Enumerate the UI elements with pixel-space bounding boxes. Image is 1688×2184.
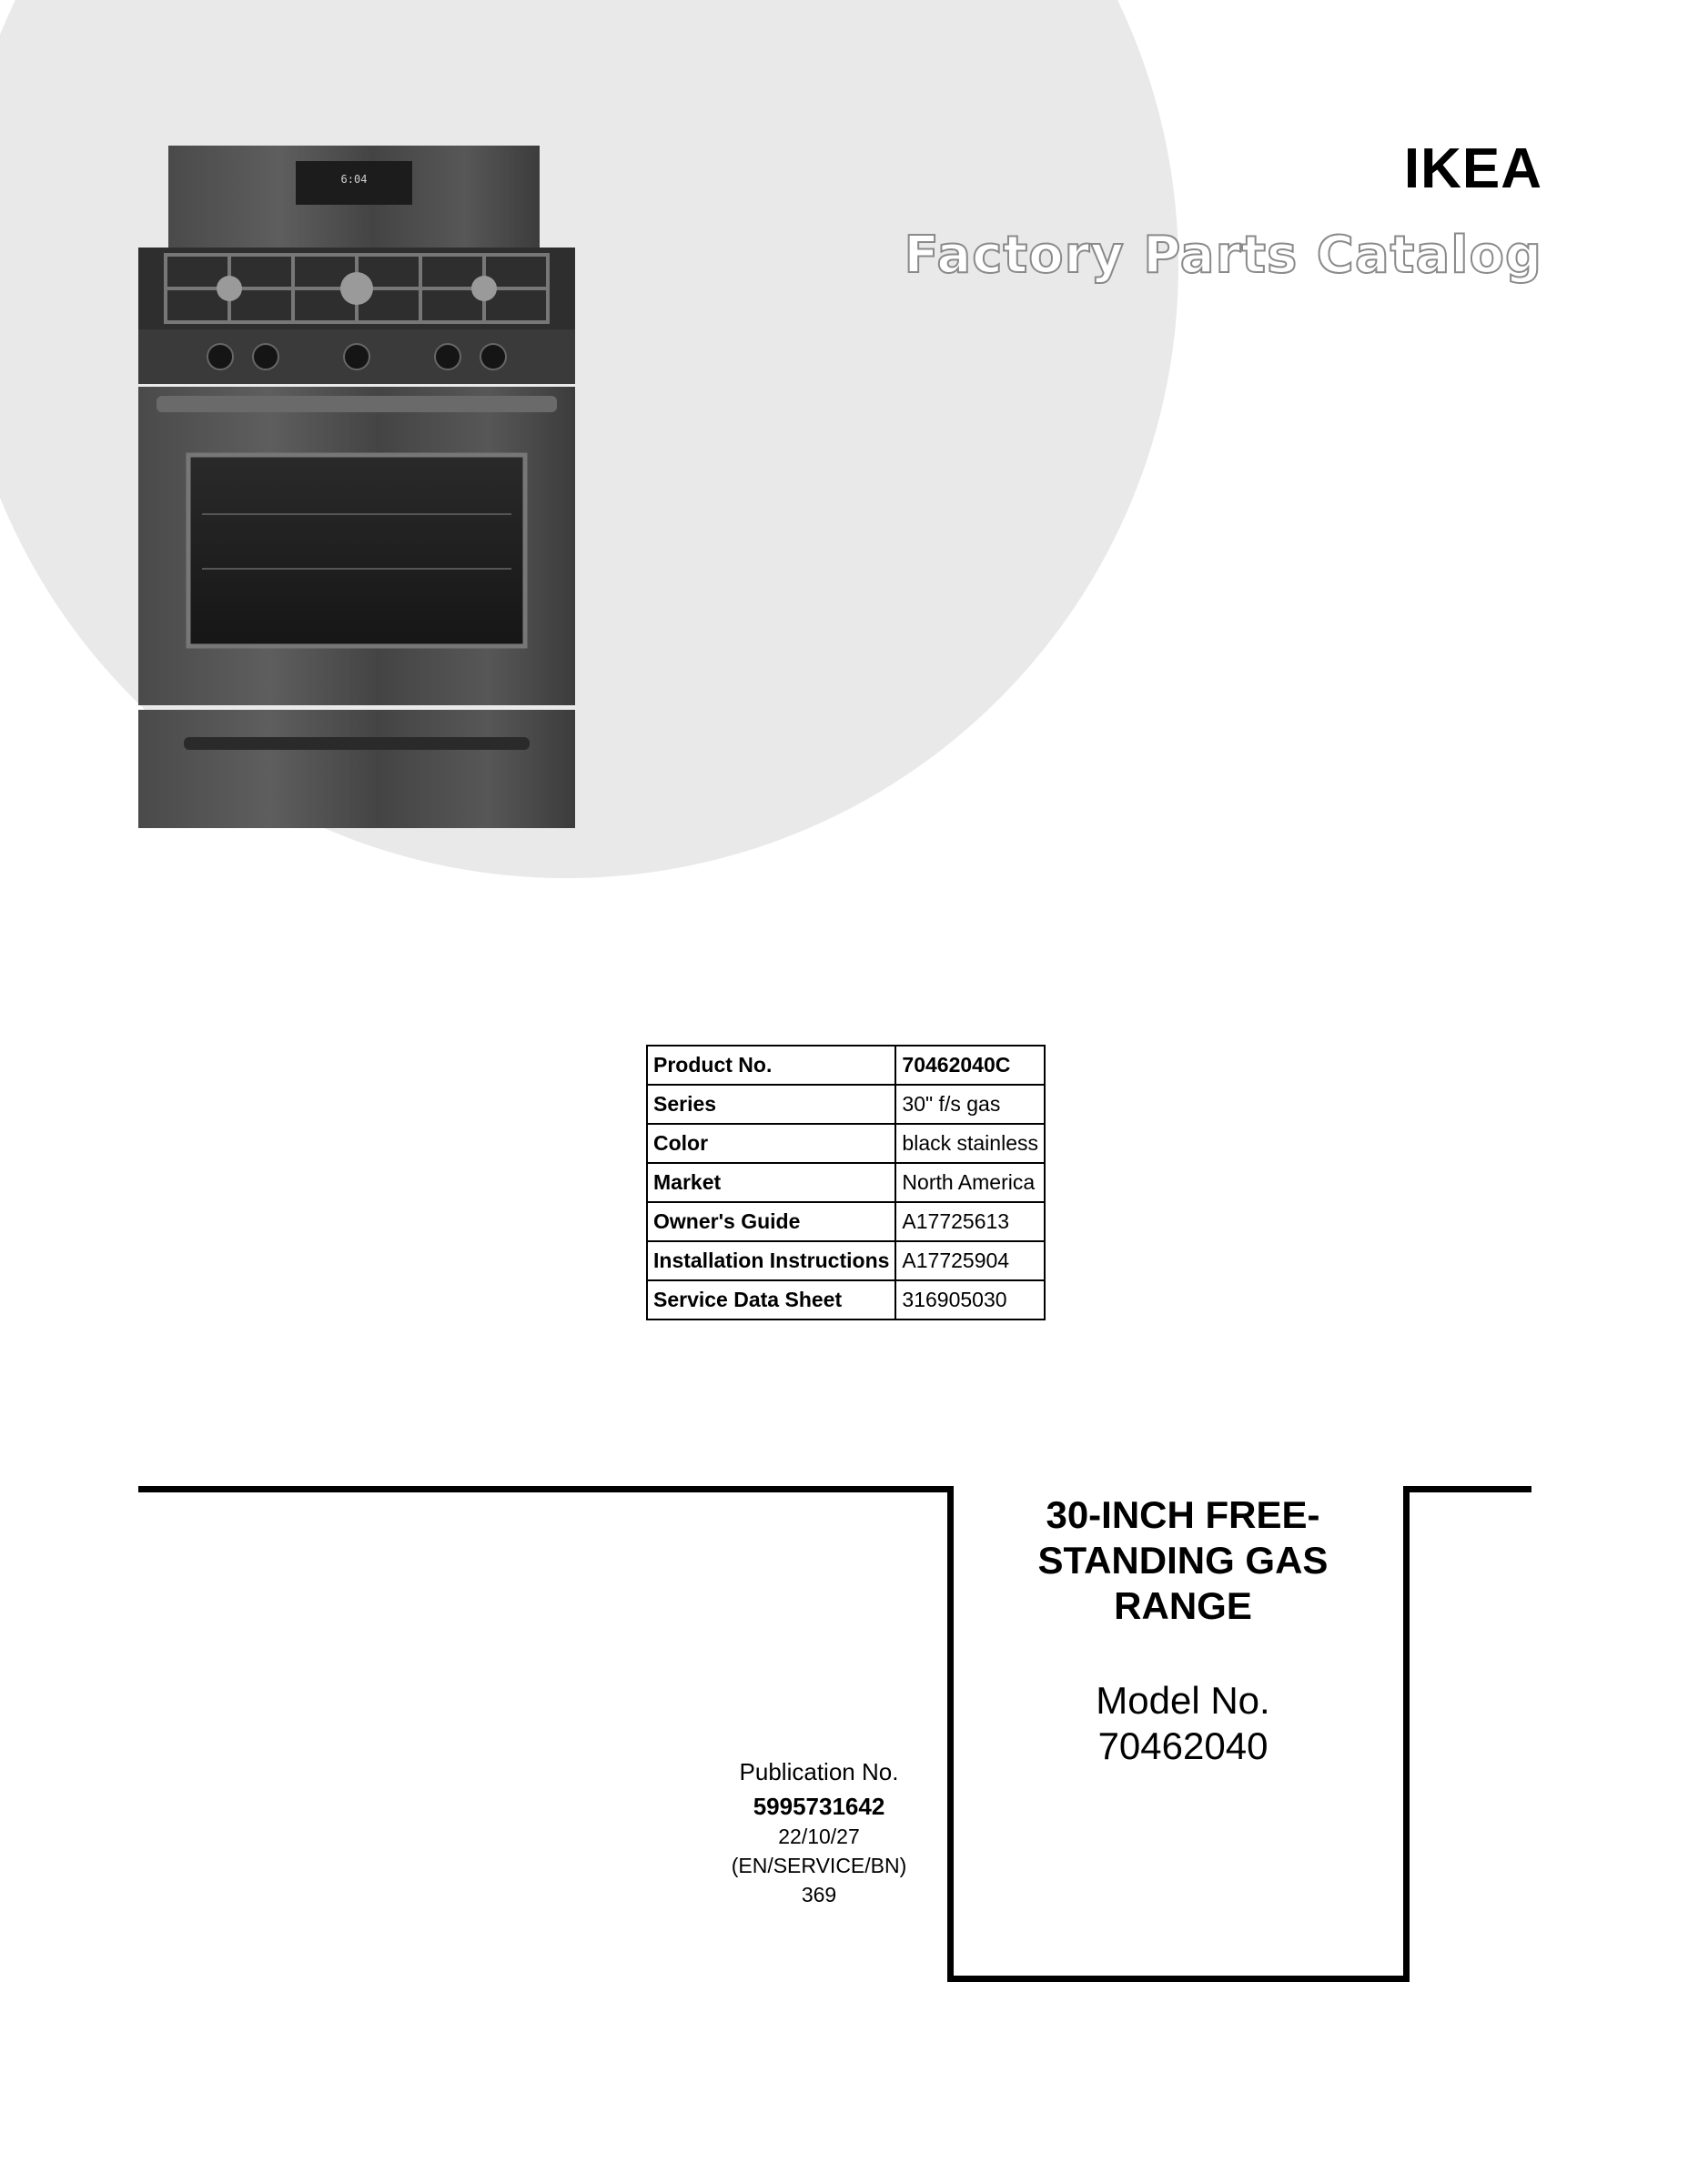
frame-line-box-bottom xyxy=(947,1976,1410,1982)
publication-label: Publication No. xyxy=(739,1758,899,1785)
publication-code: (EN/SERVICE/BN) xyxy=(731,1854,907,1877)
spec-label: Market xyxy=(647,1163,895,1202)
frame-line-right-top xyxy=(1403,1486,1531,1492)
model-label: Model No. xyxy=(1096,1679,1270,1722)
publication-date: 22/10/27 xyxy=(778,1825,860,1848)
spec-label: Color xyxy=(647,1124,895,1163)
gas-range-photo xyxy=(138,141,575,869)
spec-value: black stainless xyxy=(895,1124,1045,1163)
frame-line-left-top xyxy=(138,1486,953,1492)
frame-line-box-left xyxy=(947,1486,954,1982)
catalog-title: Factory Parts Catalog xyxy=(904,226,1542,285)
range-title xyxy=(955,1492,1410,1629)
model-number: 70462040 xyxy=(1097,1724,1269,1767)
spec-value: 316905030 xyxy=(895,1280,1045,1320)
spec-value: 30" f/s gas xyxy=(895,1085,1045,1124)
spec-label: Series xyxy=(647,1085,895,1124)
range-title-line: STANDING GAS xyxy=(1037,1539,1329,1582)
spec-label: Owner's Guide xyxy=(647,1202,895,1241)
publication-number: 5995731642 xyxy=(753,1793,885,1820)
storage-drawer xyxy=(138,710,575,828)
table-row xyxy=(647,1241,1045,1280)
spec-label: Product No. xyxy=(647,1046,895,1085)
table-row xyxy=(647,1046,1045,1085)
spec-value: 70462040C xyxy=(895,1046,1045,1085)
spec-value: A17725613 xyxy=(895,1202,1045,1241)
brand-name: IKEA xyxy=(1403,137,1542,200)
publication-page-count: 369 xyxy=(801,1883,837,1906)
oven-handle xyxy=(157,396,557,412)
spec-label: Service Data Sheet xyxy=(647,1280,895,1320)
oven-window xyxy=(188,455,525,646)
spec-label: Installation Instructions xyxy=(647,1241,895,1280)
specs-table xyxy=(646,1045,1046,1320)
drawer-handle xyxy=(184,737,530,750)
spec-value: North America xyxy=(895,1163,1045,1202)
table-row xyxy=(647,1124,1045,1163)
range-title-line: 30-INCH FREE- xyxy=(1046,1493,1320,1536)
table-row xyxy=(647,1202,1045,1241)
table-row xyxy=(647,1085,1045,1124)
range-title-line: RANGE xyxy=(1114,1584,1252,1627)
display-time: 6:04 xyxy=(340,173,368,186)
spec-value: A17725904 xyxy=(895,1241,1045,1280)
table-row xyxy=(647,1280,1045,1320)
table-row xyxy=(647,1163,1045,1202)
